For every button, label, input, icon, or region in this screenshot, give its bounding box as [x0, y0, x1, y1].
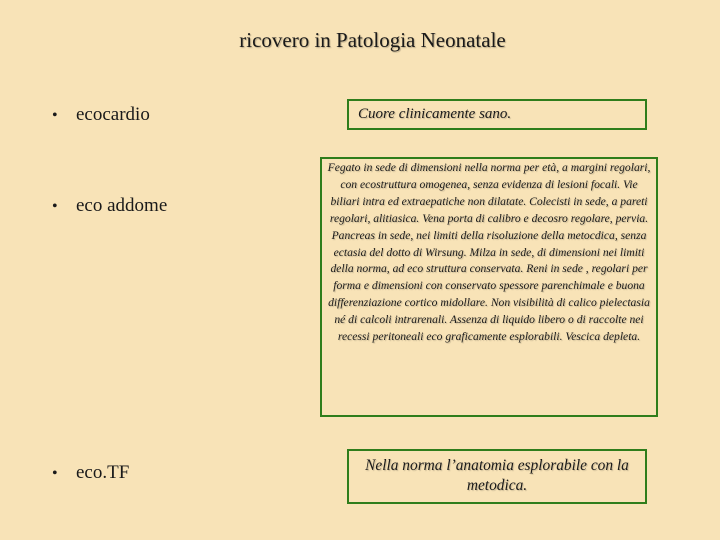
ecocardio-finding-box: Cuore clinicamente sano. — [347, 99, 647, 130]
eco-addome-finding-box: Fegato in sede di dimensioni nella norma per età, a margini regolari, con ecostruttura omogenea, senza evidenza di lesioni focali. Vie biliari intra ed extraepatiche non dilatate. Colecisti in sede, a pareti regolari, alitiasica. Vena porta di calibro e decosro regolare, pervia. Pancreas in sede, nei limiti della risoluzione della metocdica, senza ectasia del dotto di Wirsung. Milza in sede, di dimensioni nei limiti della norma, ad eco struttura conservata. Reni in sede , regolari per forma e dimensioni con conservato spessore parenchimale e buona differenziazione cortico midollare. Non visibilità di calico pielectasia né di calcoli intrarenali. Assenza di liquido libero o di raccolte nei recessi peritoneali eco graficamente esplorabili. Vescica depleta. — [320, 157, 658, 417]
bullet-dot: • — [52, 465, 58, 482]
eco-tf-finding-box: Nella norma l’anatomia esplorabile con la metodica. — [347, 449, 647, 504]
bullet-ecocardio — [52, 104, 150, 126]
bullet-dot: • — [52, 198, 58, 215]
bullet-label: ecocardio — [76, 104, 150, 125]
bullet-eco-tf — [52, 462, 129, 484]
slide-title: ricovero in Patologia Neonatale — [239, 28, 506, 52]
bullet-eco-addome — [52, 195, 167, 217]
bullet-label: eco.TF — [76, 462, 130, 483]
bullet-dot: • — [52, 107, 58, 124]
bullet-label: eco addome — [76, 195, 168, 216]
